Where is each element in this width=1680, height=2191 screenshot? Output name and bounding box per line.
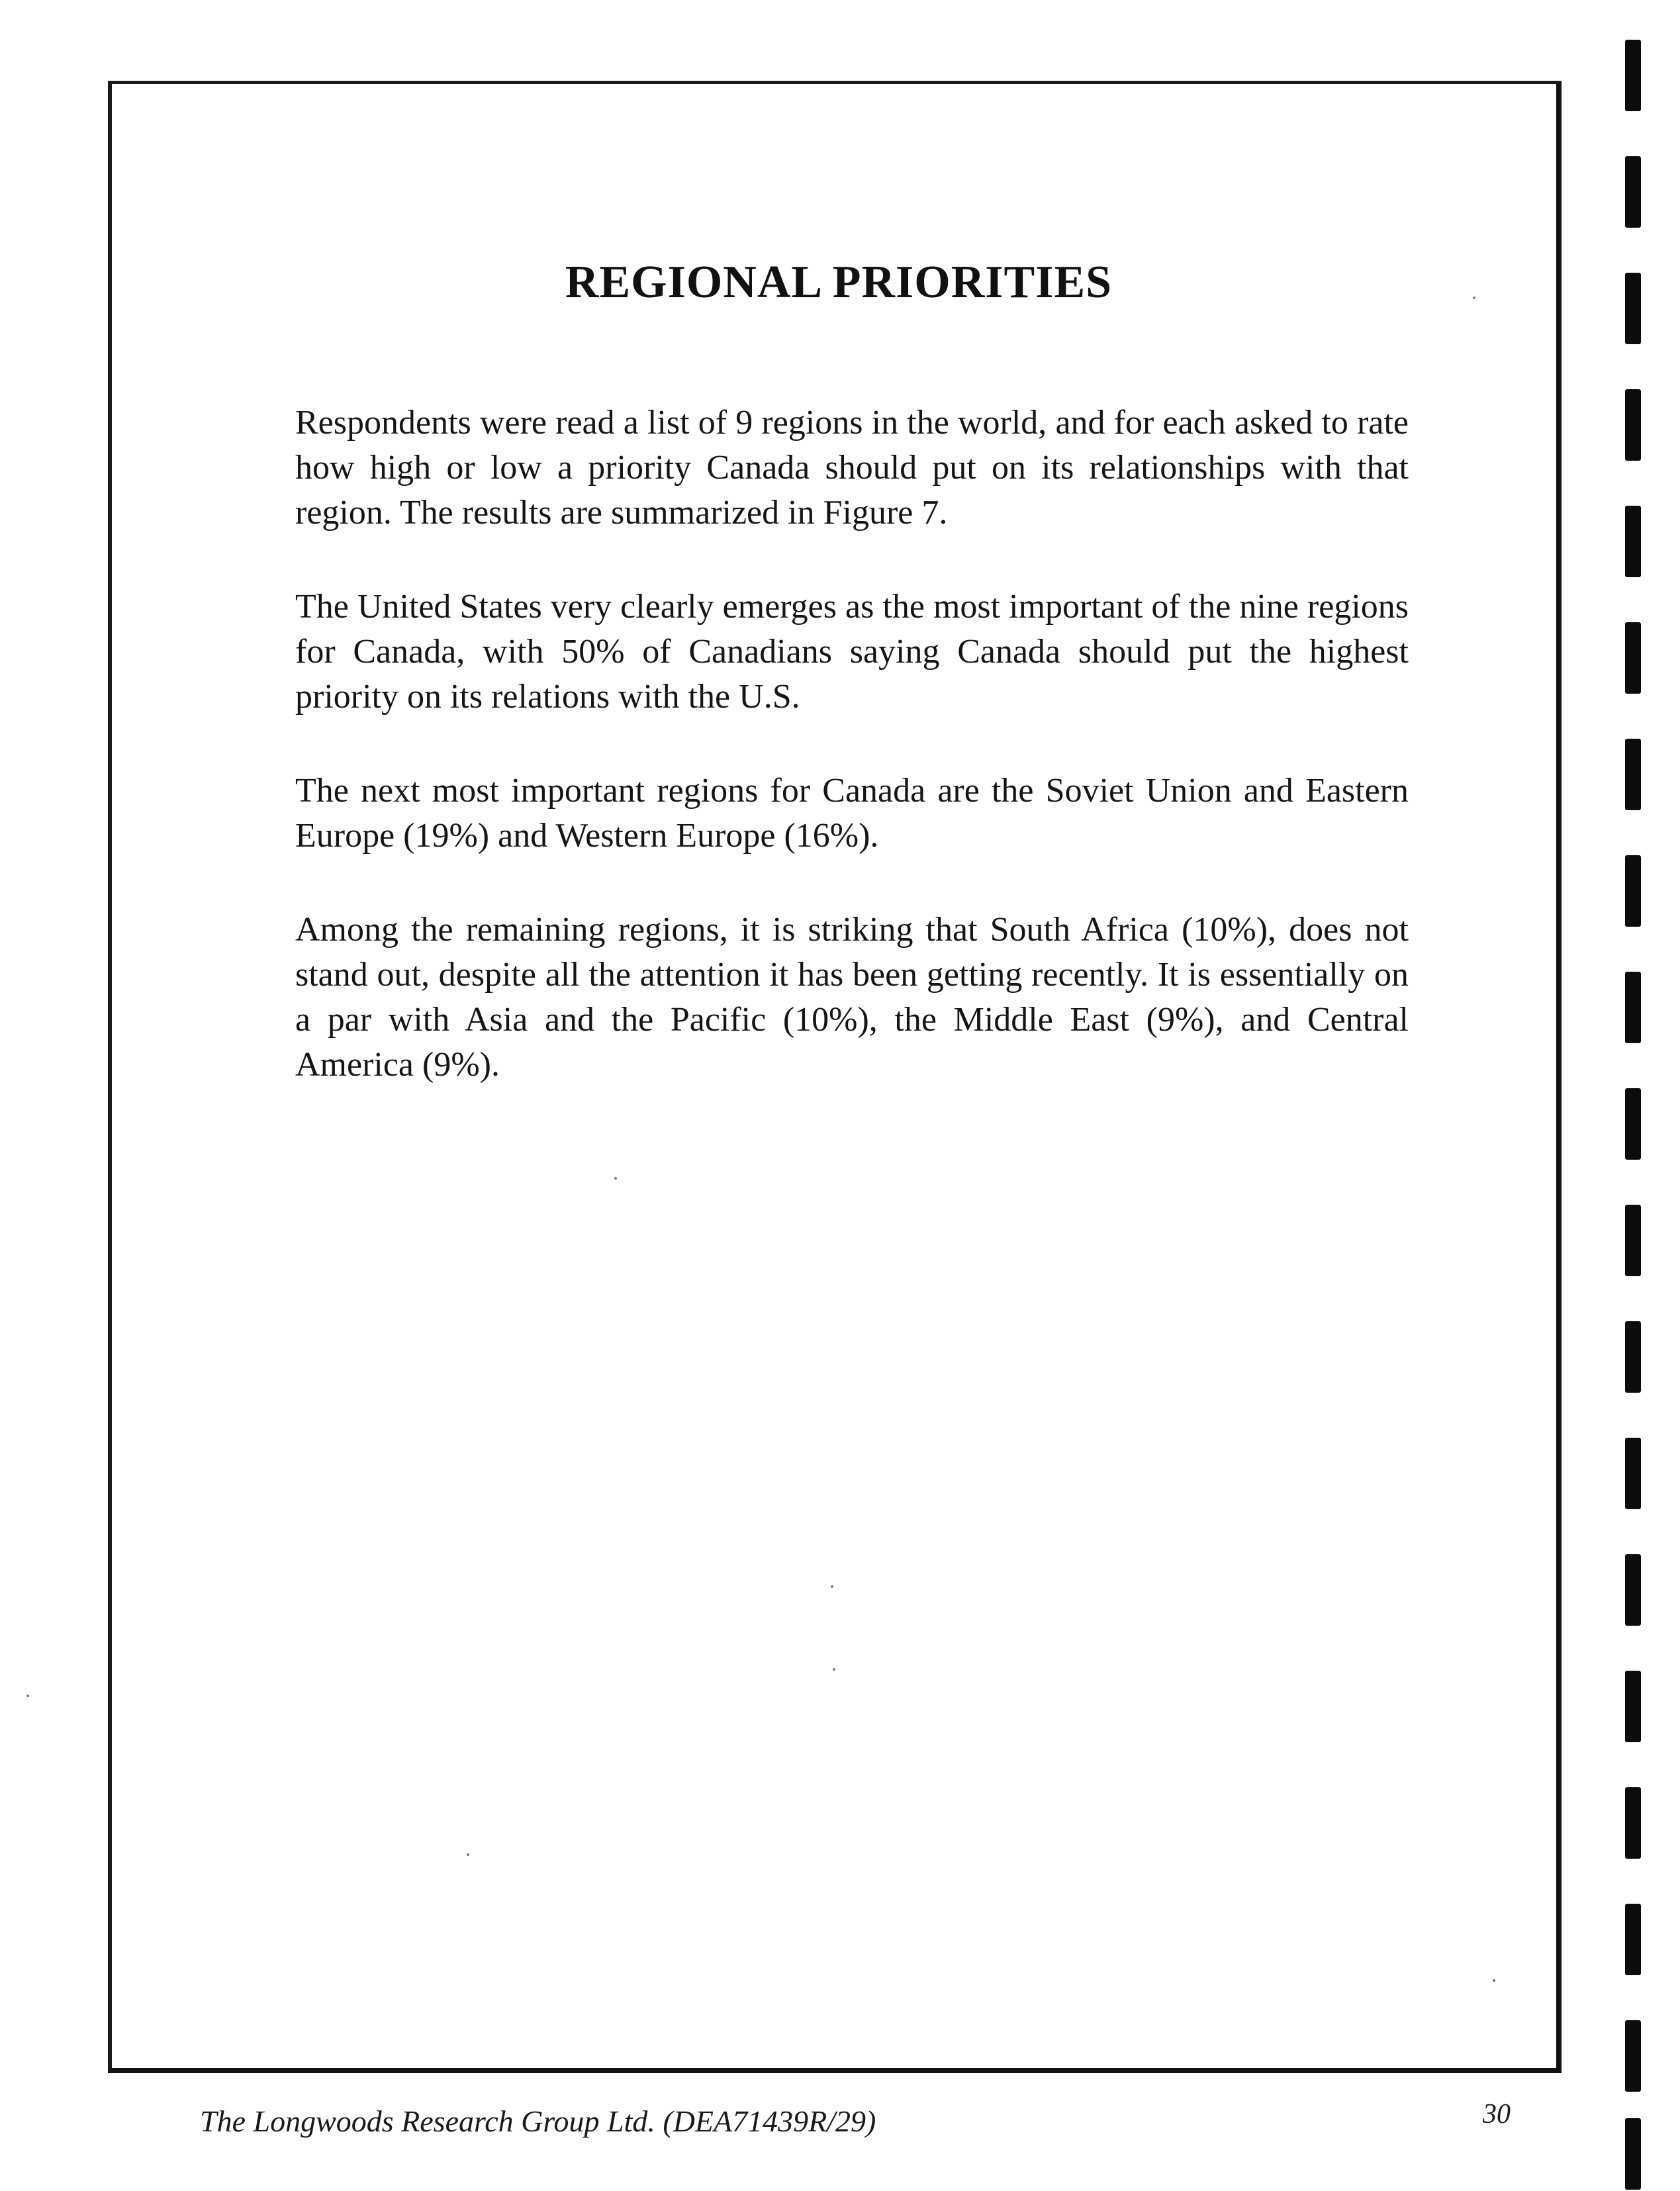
scan-speck xyxy=(833,1668,835,1671)
binder-hole xyxy=(1625,40,1641,111)
paragraph-remaining-regions: Among the remaining regions, it is striking that South Africa (10%), does not stand out, despite all the attention it has been getting recently. It is essentially on a par with Asia and the Pacific (10%), the Middle East (9%), and Central America (9%). xyxy=(295,911,1409,1084)
binder-hole xyxy=(1625,156,1641,228)
binder-hole xyxy=(1625,2118,1641,2190)
binder-hole xyxy=(1625,1321,1641,1393)
paragraph-next-regions: The next most important regions for Canada are the Soviet Union and Eastern Europe (19%) and Western Europe (16%). xyxy=(295,772,1409,855)
page-title: REGIONAL PRIORITIES xyxy=(565,257,1113,308)
binder-hole xyxy=(1625,855,1641,927)
binder-hole xyxy=(1625,2020,1641,2092)
binder-hole xyxy=(1625,1671,1641,1742)
paragraph-united-states: The United States very clearly emerges as the most important of the nine regions for Canada, with 50% of Canadians saying Canada should put the highest priority on its relations with the U.S. xyxy=(295,588,1409,716)
scan-speck xyxy=(26,1695,29,1697)
paragraph-intro: Respondents were read a list of 9 regions in the world, and for each asked to rate how high or low a priority Canada should put on its relationships with that region. The results are summarized in Figure 7. xyxy=(295,404,1409,532)
binder-hole xyxy=(1625,389,1641,461)
binder-hole xyxy=(1625,1205,1641,1276)
scan-speck xyxy=(1473,297,1475,299)
binder-hole xyxy=(1625,273,1641,344)
footer-publisher: The Longwoods Research Group Ltd. (DEA71439R/29) xyxy=(200,2104,876,2138)
binder-hole xyxy=(1625,1088,1641,1160)
binder-hole xyxy=(1625,739,1641,810)
scan-speck xyxy=(614,1177,617,1180)
scan-speck xyxy=(831,1585,833,1588)
binder-holes xyxy=(1625,40,1645,2191)
binder-hole xyxy=(1625,1787,1641,1859)
scan-speck xyxy=(467,1853,469,1856)
binder-hole xyxy=(1625,1554,1641,1626)
binder-hole xyxy=(1625,972,1641,1043)
scan-speck xyxy=(1493,1979,1495,1982)
footer-page-number: 30 xyxy=(1483,2099,1511,2129)
binder-hole xyxy=(1625,1438,1641,1509)
binder-hole xyxy=(1625,506,1641,577)
body-text xyxy=(295,400,1409,1137)
binder-hole xyxy=(1625,1904,1641,1975)
binder-hole xyxy=(1625,622,1641,694)
page-border-frame xyxy=(108,81,1562,2073)
